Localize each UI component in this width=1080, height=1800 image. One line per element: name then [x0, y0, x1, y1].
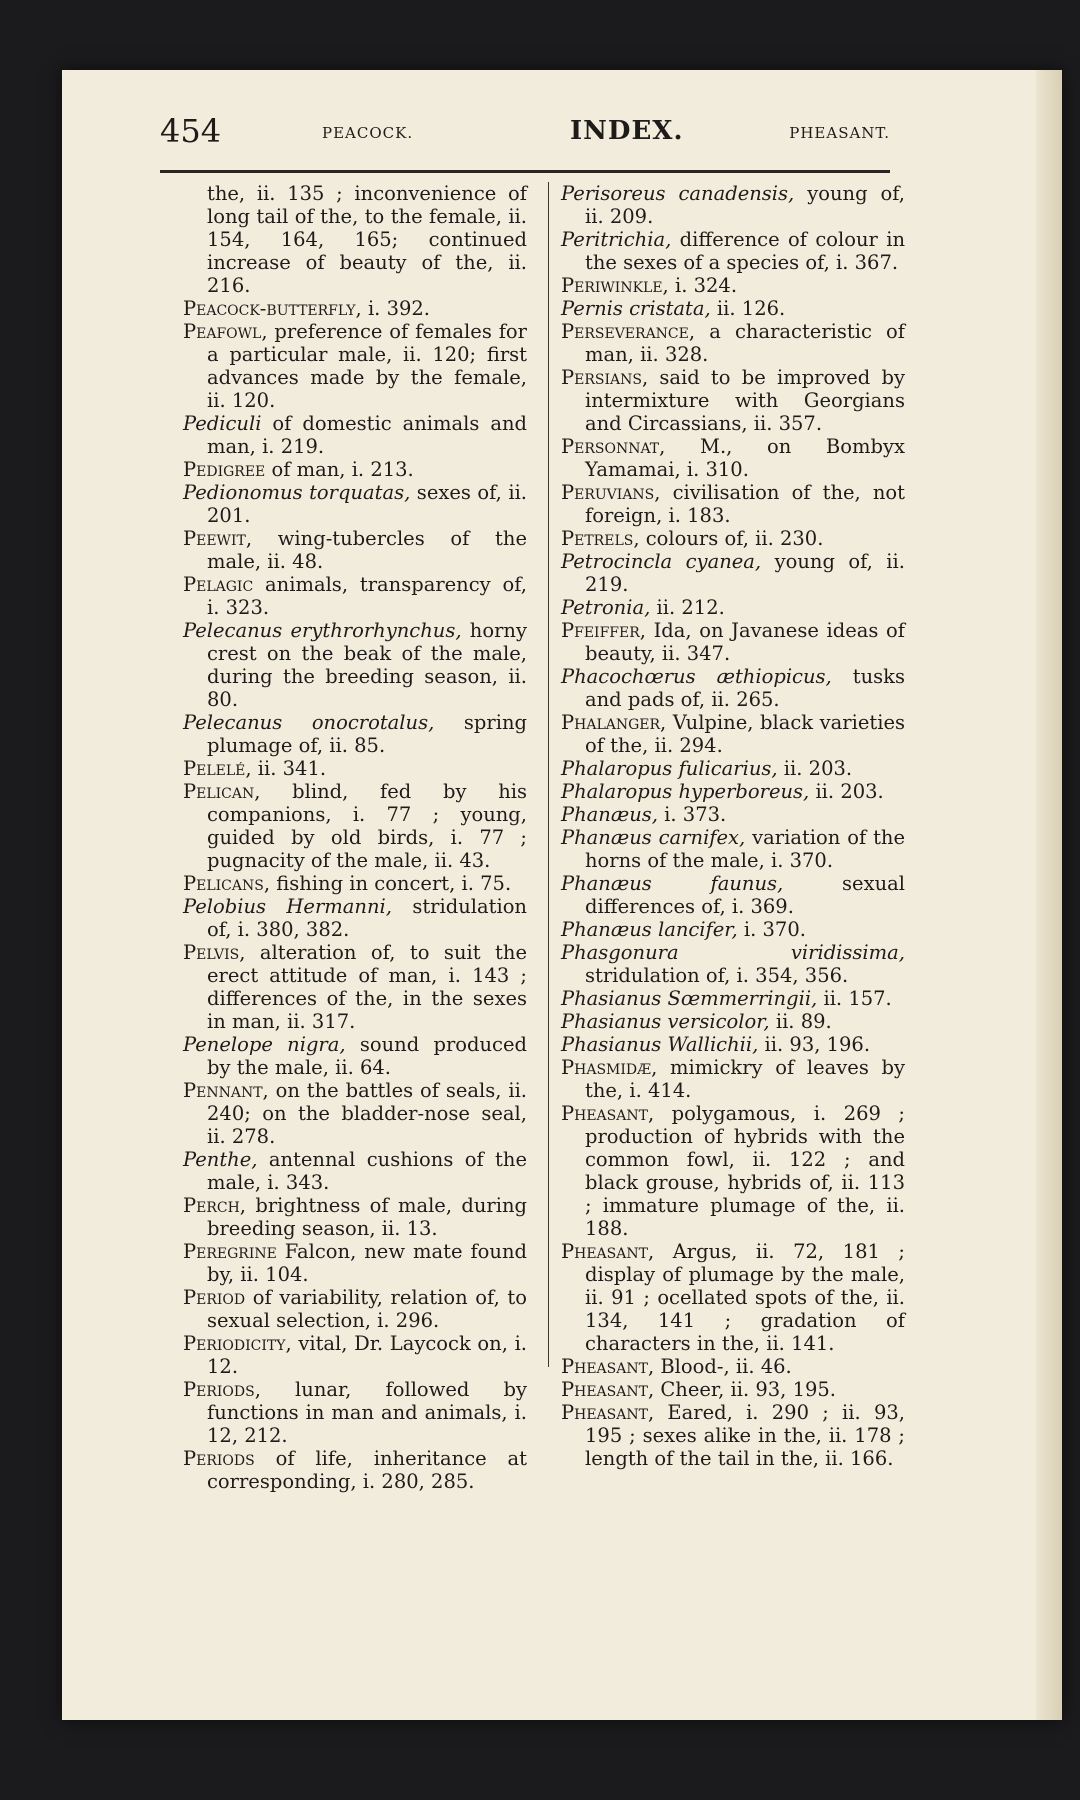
- entry-heading: Pediculi: [183, 412, 262, 435]
- index-entry: [183, 1332, 527, 1378]
- entry-heading: Pedigree: [183, 458, 266, 481]
- entry-heading: Peewit,: [183, 527, 253, 550]
- index-entry: [561, 803, 905, 826]
- entry-heading: Pelagic: [183, 573, 254, 596]
- entry-text: ii. 93, 196.: [758, 1033, 871, 1056]
- entry-heading: Phasianus versicolor,: [561, 1010, 770, 1033]
- entry-heading: Pheasant,: [561, 1378, 655, 1401]
- entry-text: young of, ii. 209.: [585, 182, 905, 228]
- index-entry: [183, 297, 527, 320]
- entry-heading: Penelope nigra,: [183, 1033, 346, 1056]
- entry-heading: Perisoreus canadensis,: [561, 182, 795, 205]
- index-column-left: [183, 182, 527, 1493]
- entry-heading: Personnat,: [561, 435, 666, 458]
- index-column-right: [561, 182, 905, 1470]
- entry-heading: Pheasant,: [561, 1102, 655, 1125]
- index-entry: [561, 757, 905, 780]
- index-entry: [561, 1401, 905, 1470]
- index-entry: [561, 527, 905, 550]
- index-entry: [561, 1378, 905, 1401]
- entry-text: a characteristic of man, ii. 328.: [585, 320, 905, 366]
- entry-text: of variability, relation of, to sexual selection, i. 296.: [207, 1286, 527, 1332]
- entry-text: Argus, ii. 72, 181 ; display of plumage by the male, ii. 91 ; ocellated spots of the, ii. 134, 141 ; gradation of characters in the, ii. 141.: [585, 1240, 905, 1355]
- running-head-left: PEACOCK.: [322, 124, 414, 142]
- entry-heading: Period: [183, 1286, 246, 1309]
- entry-text: ii. 126.: [710, 297, 786, 320]
- entry-text: stridulation of, i. 380, 382.: [207, 895, 527, 941]
- index-entry: [183, 481, 527, 527]
- entry-text: the, ii. 135 ; inconvenience of long tail of the, to the female, ii. 154, 164, 165; continued increase of beauty of the, ii. 216.: [207, 182, 527, 297]
- index-entry: [561, 297, 905, 320]
- entry-heading: Periods: [183, 1447, 255, 1470]
- entry-heading: Phasgonura viridissima,: [561, 941, 905, 964]
- entry-heading: Penthe,: [183, 1148, 258, 1171]
- index-entry: [183, 1148, 527, 1194]
- index-entry: [561, 1102, 905, 1240]
- entry-text: on the battles of seals, ii. 240; on the bladder-nose seal, ii. 278.: [207, 1079, 527, 1148]
- page-edge-bleed: [1036, 70, 1062, 1720]
- index-entry: [561, 182, 905, 228]
- index-entry: [561, 320, 905, 366]
- entry-heading: Phasmidæ,: [561, 1056, 658, 1079]
- entry-heading: Phanæus carnifex,: [561, 826, 746, 849]
- entry-text: sound produced by the male, ii. 64.: [207, 1033, 527, 1079]
- entry-heading: Pedionomus torquatas,: [183, 481, 411, 504]
- entry-text: ii. 157.: [817, 987, 892, 1010]
- entry-heading: Pelecanus erythrorhynchus,: [183, 619, 462, 642]
- entry-heading: Peruvians,: [561, 481, 661, 504]
- entry-heading: Periwinkle,: [561, 274, 669, 297]
- index-entry: [183, 619, 527, 711]
- entry-text: blind, fed by his companions, i. 77 ; young, guided by old birds, i. 77 ; pugnacity of the male, ii. 43.: [207, 780, 527, 872]
- index-entry: [183, 573, 527, 619]
- index-entry: [561, 941, 905, 987]
- entry-text: brightness of male, during breeding season, ii. 13.: [207, 1194, 527, 1240]
- entry-heading: Pelecanus onocrotalus,: [183, 711, 435, 734]
- entry-heading: Pelican,: [183, 780, 261, 803]
- index-entry: [183, 412, 527, 458]
- entry-heading: Phanæus lancifer,: [561, 918, 738, 941]
- entry-text: young of, ii. 219.: [585, 550, 905, 596]
- entry-text: i. 392.: [361, 297, 430, 320]
- index-entry: [561, 711, 905, 757]
- index-entry: [561, 1033, 905, 1056]
- index-entry: [561, 665, 905, 711]
- index-entry: [183, 1240, 527, 1286]
- entry-text: M., on Bombyx Yamamai, i. 310.: [585, 435, 905, 481]
- entry-text: wing-tubercles of the male, ii. 48.: [207, 527, 527, 573]
- index-entry: [183, 1194, 527, 1240]
- index-entry: [183, 1286, 527, 1332]
- index-entry: [183, 1033, 527, 1079]
- entry-heading: Pennant,: [183, 1079, 269, 1102]
- index-entry: [561, 1010, 905, 1033]
- index-entry: [561, 366, 905, 435]
- column-divider: [548, 182, 549, 1367]
- entry-heading: Peritrichia,: [561, 228, 672, 251]
- index-entry: [183, 1447, 527, 1493]
- entry-heading: Pelobius Hermanni,: [183, 895, 392, 918]
- entry-heading: Phalaropus hyperboreus,: [561, 780, 810, 803]
- entry-text: Blood-, ii. 46.: [654, 1355, 792, 1378]
- index-entry: [183, 1378, 527, 1447]
- entry-text: ii. 212.: [650, 596, 725, 619]
- index-entry: [561, 596, 905, 619]
- entry-heading: Pelvis,: [183, 941, 246, 964]
- entry-heading: Pheasant,: [561, 1355, 655, 1378]
- index-entry: [183, 941, 527, 1033]
- index-entry: [561, 918, 905, 941]
- index-entry: [183, 711, 527, 757]
- entry-heading: Phanæus faunus,: [561, 872, 784, 895]
- entry-heading: Phasianus Wallichii,: [561, 1033, 759, 1056]
- entry-heading: Pelelé,: [183, 757, 252, 780]
- page-header: [160, 112, 890, 162]
- entry-heading: Pheasant,: [561, 1401, 655, 1424]
- index-entry: [561, 1240, 905, 1355]
- entry-heading: Persians,: [561, 366, 649, 389]
- entry-heading: Pheasant,: [561, 1240, 655, 1263]
- entry-heading: Phanæus,: [561, 803, 658, 826]
- entry-heading: Pfeiffer,: [561, 619, 646, 642]
- index-entry: [561, 228, 905, 274]
- index-title: INDEX.: [570, 116, 684, 146]
- index-entry: [561, 550, 905, 596]
- entry-text: spring plumage of, ii. 85.: [207, 711, 527, 757]
- entry-text: vital, Dr. Laycock on, i. 12.: [207, 1332, 527, 1378]
- entry-heading: Peacock-butterfly,: [183, 297, 362, 320]
- entry-text: mimickry of leaves by the, i. 414.: [585, 1056, 905, 1102]
- entry-heading: Periods,: [183, 1378, 261, 1401]
- entry-text: ii. 341.: [251, 757, 327, 780]
- index-entry: [561, 1056, 905, 1102]
- entry-heading: Peregrine: [183, 1240, 277, 1263]
- entry-heading: Phalanger,: [561, 711, 667, 734]
- index-entry: [183, 895, 527, 941]
- entry-heading: Petrocincla cyanea,: [561, 550, 762, 573]
- entry-text: Cheer, ii. 93, 195.: [654, 1378, 836, 1401]
- entry-text: horny crest on the beak of the male, during the breeding season, ii. 80.: [207, 619, 527, 711]
- page-number: 454: [160, 112, 222, 150]
- entry-text: lunar, followed by functions in man and animals, i. 12, 212.: [207, 1378, 527, 1447]
- index-entry: [183, 458, 527, 481]
- index-entry: [561, 435, 905, 481]
- entry-text: i. 370.: [737, 918, 806, 941]
- entry-heading: Perch,: [183, 1194, 247, 1217]
- entry-text: colours of, ii. 230.: [639, 527, 824, 550]
- entry-heading: Pelicans,: [183, 872, 271, 895]
- entry-text: Eared, i. 290 ; ii. 93, 195 ; sexes alike in the, ii. 178 ; length of the tail in the, ii. 166.: [585, 1401, 905, 1470]
- index-entry: [183, 780, 527, 872]
- index-entry: [561, 987, 905, 1010]
- running-head-right: PHEASANT.: [789, 124, 890, 142]
- entry-text: variation of the horns of the male, i. 370.: [585, 826, 906, 872]
- header-rule: [160, 170, 890, 173]
- entry-text: of man, i. 213.: [265, 458, 414, 481]
- entry-heading: Periodicity,: [183, 1332, 292, 1355]
- entry-text: of life, inheritance at corresponding, i. 280, 285.: [207, 1447, 527, 1493]
- index-entry: [561, 780, 905, 803]
- entry-text: sexes of, ii. 201.: [207, 481, 528, 527]
- entry-text: Falcon, new mate found by, ii. 104.: [207, 1240, 527, 1286]
- index-entry: [183, 320, 527, 412]
- index-entry: [183, 872, 527, 895]
- entry-text: polygamous, i. 269 ; production of hybrids with the common fowl, ii. 122 ; and black grouse, hybrids of, ii. 113 ; immature plumage of the, ii. 188.: [585, 1102, 905, 1240]
- index-entry: [561, 274, 905, 297]
- entry-text: sexual differences of, i. 369.: [585, 872, 905, 918]
- entry-text: antennal cushions of the male, i. 343.: [207, 1148, 527, 1194]
- entry-heading: Petronia,: [561, 596, 651, 619]
- index-entry: [561, 1355, 905, 1378]
- entry-heading: Phalaropus fulicarius,: [561, 757, 778, 780]
- entry-text: fishing in concert, i. 75.: [270, 872, 512, 895]
- entry-text: i. 373.: [657, 803, 727, 826]
- entry-text: i. 324.: [668, 274, 738, 297]
- entry-heading: Phacochœrus æthiopicus,: [561, 665, 832, 688]
- entry-text: of domestic animals and man, i. 219.: [207, 412, 527, 458]
- entry-text: difference of colour in the sexes of a species of, i. 367.: [585, 228, 905, 274]
- entry-heading: Petrels,: [561, 527, 640, 550]
- index-entry: [183, 527, 527, 573]
- entry-text: Ida, on Javanese ideas of beauty, ii. 347.: [585, 619, 905, 665]
- entry-text: animals, transparency of, i. 323.: [207, 573, 527, 619]
- entry-text: preference of females for a particular male, ii. 120; first advances made by the female, ii. 120.: [207, 320, 527, 412]
- entry-heading: Pernis cristata,: [561, 297, 711, 320]
- entry-text: ii. 203.: [809, 780, 884, 803]
- index-entry: [561, 872, 905, 918]
- index-entry: [561, 619, 905, 665]
- index-entry: [183, 757, 527, 780]
- entry-text: alteration of, to suit the erect attitude of man, i. 143 ; differences of the, in the sexes in man, ii. 317.: [207, 941, 527, 1033]
- entry-text: Vulpine, black varieties of the, ii. 294.: [585, 711, 905, 757]
- entry-heading: Phasianus Sœmmerringii,: [561, 987, 818, 1010]
- index-entry: [183, 182, 527, 297]
- index-entry: [561, 481, 905, 527]
- entry-text: tusks and pads of, ii. 265.: [585, 665, 905, 711]
- entry-heading: Peafowl,: [183, 320, 268, 343]
- entry-text: ii. 89.: [769, 1010, 832, 1033]
- entry-text: ii. 203.: [777, 757, 853, 780]
- entry-text: civilisation of the, not foreign, i. 183.: [585, 481, 905, 527]
- entry-heading: Perseverance,: [561, 320, 696, 343]
- entry-text: stridulation of, i. 354, 356.: [585, 964, 849, 987]
- index-entry: [183, 1079, 527, 1148]
- index-entry: [561, 826, 905, 872]
- entry-text: said to be improved by intermixture with Georgians and Circassians, ii. 357.: [585, 366, 905, 435]
